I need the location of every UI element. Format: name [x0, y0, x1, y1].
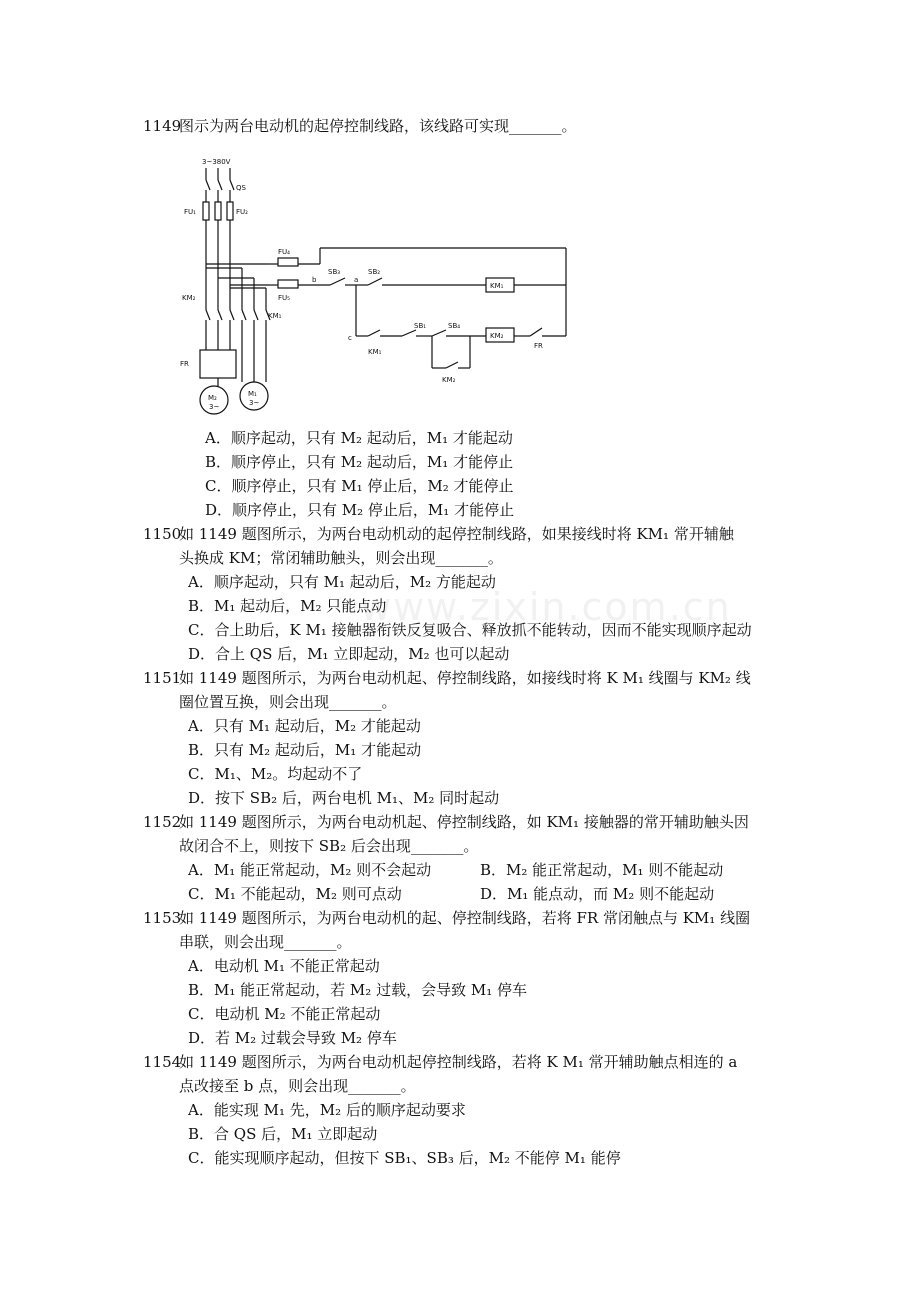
label-fr-contact: FR — [534, 342, 543, 350]
label-supply: 3~380V — [202, 158, 231, 166]
label-sb2: SB₂ — [368, 268, 381, 276]
option-1149-c: C．顺序停止，只有 M₁ 停止后，M₂ 才能停止 — [205, 477, 514, 495]
option-1153-a: A．电动机 M₁ 不能正常起动 — [188, 957, 380, 975]
question-number: 1151 — [143, 669, 182, 687]
label-fr: FR — [180, 360, 189, 368]
option-1153-c: C．电动机 M₂ 不能正常起动 — [188, 1005, 381, 1023]
label-km1-aux: KM₁ — [368, 348, 382, 356]
option-1149-d: D．顺序停止，只有 M₂ 停止后，M₁ 才能停止 — [205, 501, 515, 519]
option-1151-d: D．按下 SB₂ 后，两台电机 M₁、M₂ 同时起动 — [188, 789, 500, 807]
label-km2-main: KM₂ — [182, 294, 196, 302]
option-1150-d: D．合上 QS 后，M₁ 立即起动，M₂ 也可以起动 — [188, 645, 510, 663]
option-1154-a: A．能实现 M₁ 先，M₂ 后的顺序起动要求 — [188, 1101, 466, 1119]
question-number: 1149 — [143, 117, 182, 135]
option-1150-a: A．顺序起动，只有 M₁ 起动后，M₂ 方能起动 — [188, 573, 496, 591]
option-1149-a: A．顺序起动，只有 M₂ 起动后，M₁ 才能起动 — [205, 429, 513, 447]
label-m1: M₁ — [248, 390, 257, 398]
label-fu2: FU₂ — [236, 208, 248, 216]
label-km1-main: KM₁ — [268, 312, 282, 320]
option-1151-c: C．M₁、M₂。均起动不了 — [188, 765, 363, 783]
question-1154 — [143, 1050, 793, 1098]
question-1153 — [143, 906, 793, 954]
label-c: c — [348, 334, 352, 342]
label-sb1: SB₁ — [414, 322, 427, 330]
option-1152-c: C．M₁ 不能起动，M₂ 则可点动 — [188, 885, 402, 903]
label-m1-phase: 3~ — [249, 399, 260, 407]
option-1154-b: B．合 QS 后，M₁ 立即起动 — [188, 1125, 378, 1143]
question-number: 1153 — [143, 909, 182, 927]
option-1152-d: D．M₁ 能点动，而 M₂ 则不能起动 — [480, 885, 715, 903]
label-fu5: FU₅ — [278, 294, 290, 302]
option-1149-b: B．顺序停止，只有 M₂ 起动后，M₁ 才能停止 — [205, 453, 514, 471]
label-fu1: FU₁ — [184, 208, 196, 216]
option-1153-b: B．M₁ 能正常起动，若 M₂ 过载，会导致 M₁ 停车 — [188, 981, 527, 999]
option-1150-b: B．M₁ 起动后，M₂ 只能点动 — [188, 597, 387, 615]
question-1150 — [143, 522, 793, 570]
label-km2-aux: KM₂ — [442, 376, 456, 384]
label-sb3: SB₃ — [328, 268, 341, 276]
question-1151 — [143, 666, 793, 714]
question-1152 — [143, 810, 793, 858]
question-1149 — [143, 114, 793, 138]
question-number: 1150 — [143, 525, 182, 543]
option-1151-a: A．只有 M₁ 起动后，M₂ 才能起动 — [188, 717, 421, 735]
circuit-diagram — [170, 150, 590, 420]
question-stem-cont: 串联，则会出现_______。 — [179, 933, 352, 951]
question-stem: 如 1149 题图所示，为两台电动机起停控制线路，若将 K M₁ 常开辅助触点相连的 a — [179, 1053, 738, 1071]
option-1150-c: C．合上助后，K M₁ 接触器衔铁反复吸合、释放抓不能转动，因而不能实现顺序起动 — [188, 621, 752, 639]
option-1154-c: C．能实现顺序起动，但按下 SB₁、SB₃ 后，M₂ 不能停 M₁ 能停 — [188, 1149, 621, 1167]
question-stem: 如 1149 题图所示，为两台电动机起、停控制线路，如接线时将 K M₁ 线圈与 KM₂ 线 — [179, 669, 751, 687]
label-b: b — [312, 276, 317, 284]
option-1152-a: A．M₁ 能正常起动，M₂ 则不会起动 — [188, 861, 432, 879]
label-km1-coil: KM₁ — [490, 282, 504, 290]
label-sb4: SB₄ — [448, 322, 461, 330]
question-stem-cont: 圈位置互换，则会出现_______。 — [179, 693, 397, 711]
label-fu4: FU₄ — [278, 248, 290, 256]
question-stem: 图示为两台电动机的起停控制线路，该线路可实现_______。 — [179, 117, 577, 135]
question-stem: 如 1149 题图所示，为两台电动机的起、停控制线路，若将 FR 常闭触点与 KM₁ 线圈 — [179, 909, 751, 927]
label-m2-phase: 3~ — [209, 403, 220, 411]
question-stem-cont: 头换成 KM；常闭辅助触头，则会出现_______。 — [179, 549, 503, 567]
label-km2-coil: KM₂ — [490, 332, 504, 340]
question-number: 1152 — [143, 813, 182, 831]
label-a: a — [354, 276, 359, 284]
option-1152-b: B．M₂ 能正常起动，M₁ 则不能起动 — [480, 861, 724, 879]
question-stem-cont: 点改接至 b 点，则会出现_______。 — [179, 1077, 416, 1095]
option-1151-b: B．只有 M₂ 起动后，M₁ 才能起动 — [188, 741, 422, 759]
question-number: 1154 — [143, 1053, 182, 1071]
question-stem-cont: 故闭合不上，则按下 SB₂ 后会出现_______。 — [179, 837, 479, 855]
label-m2: M₂ — [208, 394, 217, 402]
watermark: www.zixin.com.cn — [360, 585, 732, 629]
question-stem: 如 1149 题图所示，为两台电动机起、停控制线路，如 KM₁ 接触器的常开辅助触头因 — [179, 813, 749, 831]
option-1153-d: D．若 M₂ 过载会导致 M₂ 停车 — [188, 1029, 397, 1047]
question-stem: 如 1149 题图所示，为两台电动机动的起停控制线路，如果接线时将 KM₁ 常开辅触 — [179, 525, 734, 543]
label-qs: QS — [236, 184, 246, 192]
